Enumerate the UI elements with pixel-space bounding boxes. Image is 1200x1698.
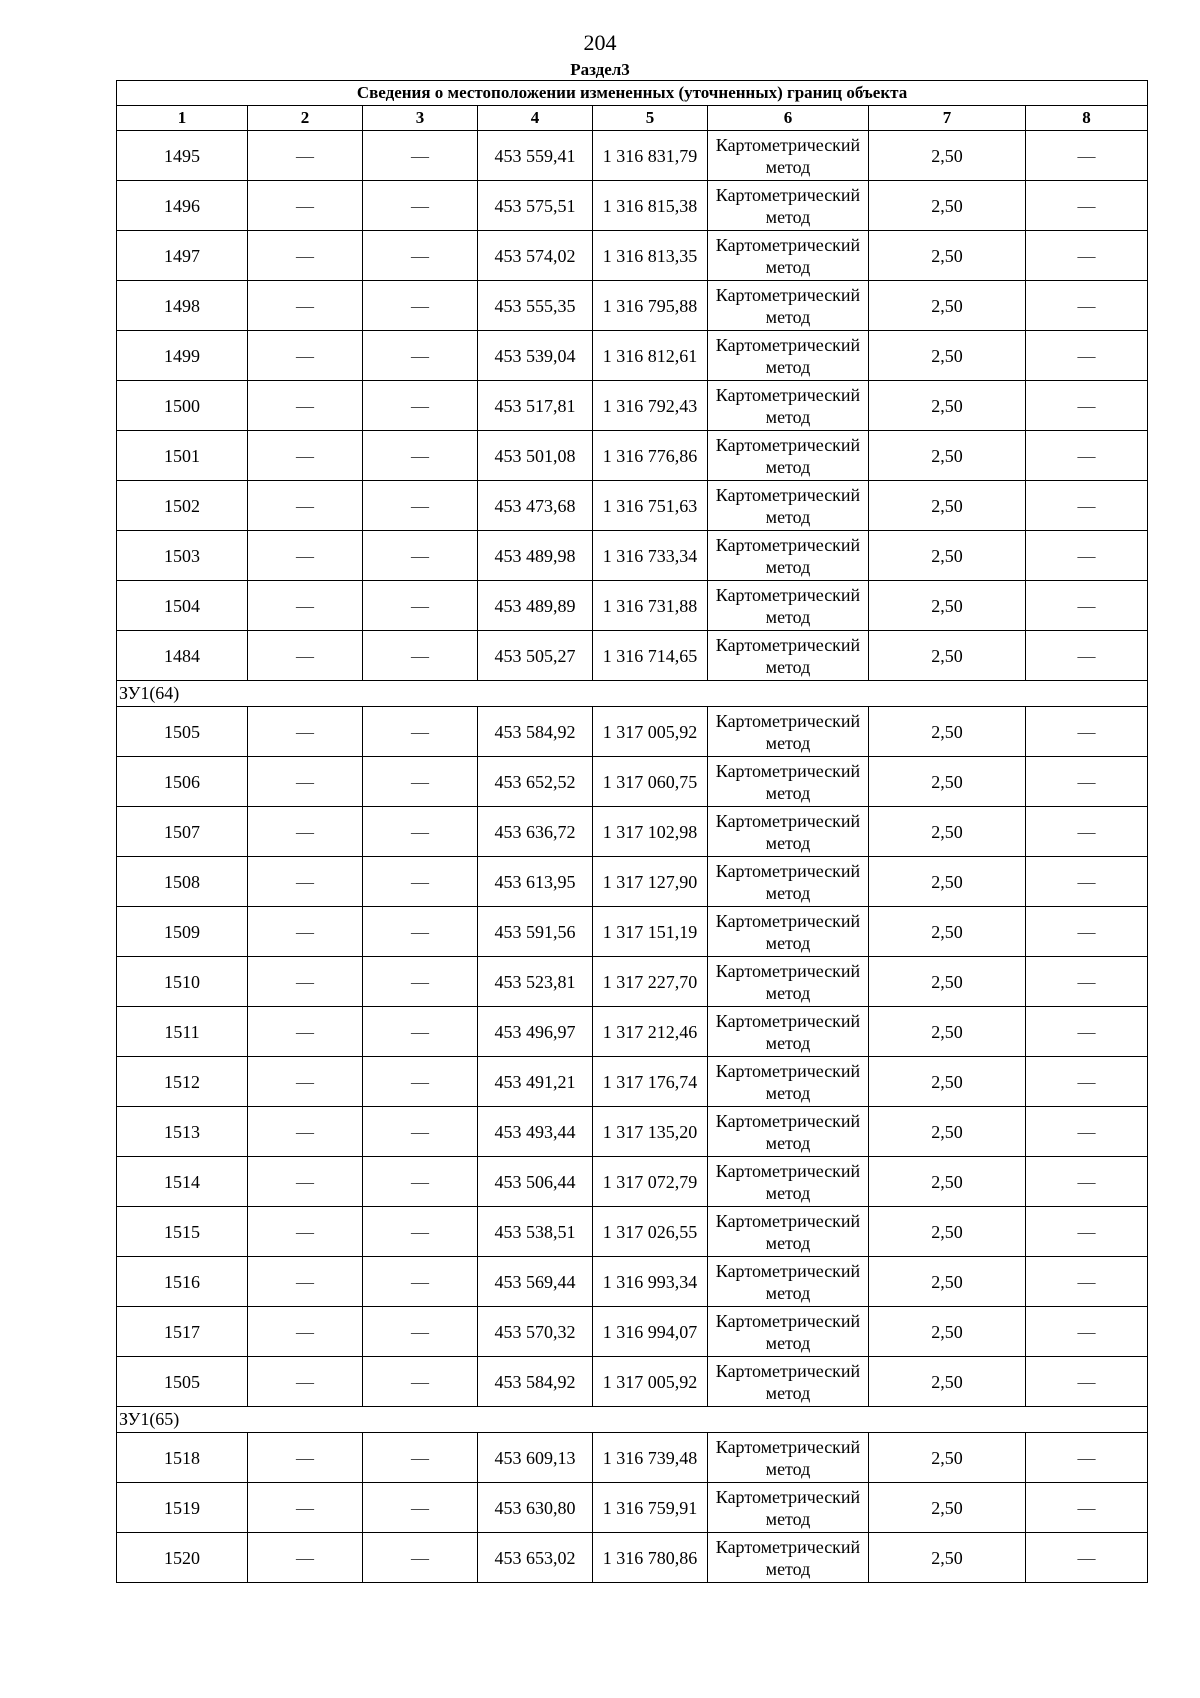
- table-cell-col-7: 2,50: [869, 581, 1026, 631]
- table-cell-col-5: 1 316 751,63: [593, 481, 708, 531]
- table-row: [117, 1107, 1148, 1157]
- table-cell-col-4: 453 517,81: [478, 381, 593, 431]
- table-cell-col-3: —: [363, 481, 478, 531]
- table-cell-col-2: —: [248, 707, 363, 757]
- table-cell-col-6: Картометрический метод: [708, 281, 869, 331]
- table-cell-col-6: Картометрический метод: [708, 531, 869, 581]
- table-cell-col-2: —: [248, 857, 363, 907]
- table-cell-col-1: 1505: [117, 707, 248, 757]
- table-cell-col-5: 1 316 780,86: [593, 1533, 708, 1583]
- table-cell-col-6: Картометрический метод: [708, 431, 869, 481]
- table-cell-col-2: —: [248, 181, 363, 231]
- table-cell-col-3: —: [363, 431, 478, 481]
- table-cell-col-7: 2,50: [869, 1007, 1026, 1057]
- table-cell-col-8: —: [1026, 1357, 1148, 1407]
- table-cell-col-6: Картометрический метод: [708, 1483, 869, 1533]
- table-cell-col-3: —: [363, 957, 478, 1007]
- column-header: 1: [117, 106, 248, 131]
- table-cell-col-7: 2,50: [869, 131, 1026, 181]
- table-row: [117, 907, 1148, 957]
- table-cell-col-2: —: [248, 1357, 363, 1407]
- table-row: [117, 231, 1148, 281]
- table-cell-col-8: —: [1026, 757, 1148, 807]
- table-cell-col-3: —: [363, 381, 478, 431]
- table-row: [117, 707, 1148, 757]
- table-cell-col-7: 2,50: [869, 231, 1026, 281]
- table-cell-col-7: 2,50: [869, 1533, 1026, 1583]
- table-cell-col-4: 453 489,89: [478, 581, 593, 631]
- table-cell-col-3: —: [363, 1007, 478, 1057]
- table-cell-col-4: 453 636,72: [478, 807, 593, 857]
- table-row: [117, 1357, 1148, 1407]
- table-row: [117, 431, 1148, 481]
- table-cell-col-8: —: [1026, 957, 1148, 1007]
- table-cell-col-4: 453 653,02: [478, 1533, 593, 1583]
- table-cell-col-8: —: [1026, 581, 1148, 631]
- table-cell-col-3: —: [363, 707, 478, 757]
- table-cell-col-8: —: [1026, 1433, 1148, 1483]
- table-row: [117, 857, 1148, 907]
- table-cell-col-7: 2,50: [869, 1157, 1026, 1207]
- table-cell-col-2: —: [248, 481, 363, 531]
- table-cell-col-8: —: [1026, 231, 1148, 281]
- table-cell-col-6: Картометрический метод: [708, 581, 869, 631]
- table-cell-col-2: —: [248, 331, 363, 381]
- table-cell-col-3: —: [363, 1207, 478, 1257]
- table-cell-col-8: —: [1026, 1207, 1148, 1257]
- table-cell-col-8: —: [1026, 131, 1148, 181]
- table-cell-col-8: —: [1026, 1107, 1148, 1157]
- table-cell-col-4: 453 630,80: [478, 1483, 593, 1533]
- table-row: [117, 631, 1148, 681]
- table-row: [117, 481, 1148, 531]
- table-cell-col-3: —: [363, 1483, 478, 1533]
- table-cell-col-8: —: [1026, 181, 1148, 231]
- table-cell-col-5: 1 316 831,79: [593, 131, 708, 181]
- table-cell-col-6: Картометрический метод: [708, 1257, 869, 1307]
- table-cell-col-7: 2,50: [869, 1207, 1026, 1257]
- table-cell-col-4: 453 491,21: [478, 1057, 593, 1107]
- table-cell-col-5: 1 317 151,19: [593, 907, 708, 957]
- table-cell-col-2: —: [248, 381, 363, 431]
- group-row: [117, 681, 1148, 707]
- table-cell-col-4: 453 505,27: [478, 631, 593, 681]
- table-row: [117, 1257, 1148, 1307]
- table-cell-col-5: 1 316 815,38: [593, 181, 708, 231]
- table-cell-col-3: —: [363, 631, 478, 681]
- table-cell-col-1: 1517: [117, 1307, 248, 1357]
- table-cell-col-7: 2,50: [869, 957, 1026, 1007]
- column-header: 4: [478, 106, 593, 131]
- table-cell-col-5: 1 317 227,70: [593, 957, 708, 1007]
- table-cell-col-1: 1510: [117, 957, 248, 1007]
- table-cell-col-8: —: [1026, 1007, 1148, 1057]
- boundary-coordinates-table: [116, 80, 1148, 1583]
- table-cell-col-5: 1 317 005,92: [593, 1357, 708, 1407]
- table-cell-col-1: 1503: [117, 531, 248, 581]
- table-cell-col-4: 453 584,92: [478, 1357, 593, 1407]
- table-row: [117, 331, 1148, 381]
- column-header: 6: [708, 106, 869, 131]
- table-cell-col-3: —: [363, 531, 478, 581]
- table-cell-col-4: 453 584,92: [478, 707, 593, 757]
- table-cell-col-3: —: [363, 131, 478, 181]
- table-cell-col-7: 2,50: [869, 431, 1026, 481]
- table-cell-col-3: —: [363, 757, 478, 807]
- table-cell-col-4: 453 652,52: [478, 757, 593, 807]
- table-cell-col-1: 1514: [117, 1157, 248, 1207]
- table-cell-col-2: —: [248, 1007, 363, 1057]
- table-cell-col-2: —: [248, 281, 363, 331]
- page-number: 204: [583, 30, 617, 55]
- table-cell-col-3: —: [363, 1107, 478, 1157]
- table-cell-col-1: 1501: [117, 431, 248, 481]
- table-cell-col-1: 1518: [117, 1433, 248, 1483]
- table-cell-col-3: —: [363, 1533, 478, 1583]
- table-caption: Сведения о местоположении измененных (уточненных) границ объекта: [117, 81, 1148, 106]
- table-cell-col-6: Картометрический метод: [708, 1533, 869, 1583]
- table-cell-col-3: —: [363, 907, 478, 957]
- table-cell-col-6: Картометрический метод: [708, 631, 869, 681]
- table-cell-col-8: —: [1026, 381, 1148, 431]
- table-cell-col-3: —: [363, 857, 478, 907]
- table-cell-col-1: 1502: [117, 481, 248, 531]
- table-row: [117, 1007, 1148, 1057]
- table-cell-col-4: 453 569,44: [478, 1257, 593, 1307]
- table-cell-col-2: —: [248, 1057, 363, 1107]
- table-cell-col-7: 2,50: [869, 631, 1026, 681]
- table-cell-col-3: —: [363, 1433, 478, 1483]
- table-row: [117, 1483, 1148, 1533]
- table-cell-col-5: 1 316 731,88: [593, 581, 708, 631]
- table-cell-col-1: 1500: [117, 381, 248, 431]
- table-cell-col-2: —: [248, 131, 363, 181]
- table-cell-col-5: 1 317 127,90: [593, 857, 708, 907]
- table-cell-col-7: 2,50: [869, 281, 1026, 331]
- table-row: [117, 1157, 1148, 1207]
- table-cell-col-2: —: [248, 907, 363, 957]
- table-cell-col-6: Картометрический метод: [708, 907, 869, 957]
- table-cell-col-5: 1 316 776,86: [593, 431, 708, 481]
- table-cell-col-6: Картометрический метод: [708, 1107, 869, 1157]
- table-cell-col-6: Картометрический метод: [708, 1307, 869, 1357]
- table-caption-row: [117, 81, 1148, 106]
- table-cell-col-8: —: [1026, 1483, 1148, 1533]
- column-header: 3: [363, 106, 478, 131]
- table-cell-col-8: —: [1026, 907, 1148, 957]
- table-row: [117, 1307, 1148, 1357]
- table-row: [117, 131, 1148, 181]
- table-cell-col-1: 1520: [117, 1533, 248, 1583]
- table-cell-col-2: —: [248, 1483, 363, 1533]
- table-cell-col-5: 1 317 072,79: [593, 1157, 708, 1207]
- table-cell-col-4: 453 574,02: [478, 231, 593, 281]
- table-cell-col-5: 1 316 795,88: [593, 281, 708, 331]
- table-cell-col-8: —: [1026, 1057, 1148, 1107]
- table-cell-col-8: —: [1026, 531, 1148, 581]
- table-cell-col-7: 2,50: [869, 1483, 1026, 1533]
- table-cell-col-3: —: [363, 581, 478, 631]
- table-cell-col-2: —: [248, 531, 363, 581]
- table-cell-col-8: —: [1026, 631, 1148, 681]
- table-cell-col-8: —: [1026, 707, 1148, 757]
- table-cell-col-1: 1519: [117, 1483, 248, 1533]
- table-cell-col-2: —: [248, 1207, 363, 1257]
- table-cell-col-4: 453 473,68: [478, 481, 593, 531]
- table-cell-col-5: 1 317 005,92: [593, 707, 708, 757]
- table-row: [117, 1533, 1148, 1583]
- table-row: [117, 1057, 1148, 1107]
- table-cell-col-7: 2,50: [869, 807, 1026, 857]
- table-cell-col-2: —: [248, 231, 363, 281]
- table-cell-col-6: Картометрический метод: [708, 857, 869, 907]
- table-cell-col-6: Картометрический метод: [708, 131, 869, 181]
- table-cell-col-1: 1516: [117, 1257, 248, 1307]
- table-cell-col-4: 453 570,32: [478, 1307, 593, 1357]
- table-cell-col-1: 1515: [117, 1207, 248, 1257]
- table-row: [117, 957, 1148, 1007]
- table-cell-col-4: 453 575,51: [478, 181, 593, 231]
- table-cell-col-4: 453 496,97: [478, 1007, 593, 1057]
- table-cell-col-3: —: [363, 1157, 478, 1207]
- table-cell-col-7: 2,50: [869, 1257, 1026, 1307]
- column-header: 8: [1026, 106, 1148, 131]
- table-cell-col-2: —: [248, 757, 363, 807]
- table-cell-col-1: 1497: [117, 231, 248, 281]
- table-cell-col-7: 2,50: [869, 757, 1026, 807]
- table-body: [117, 131, 1148, 1583]
- table-cell-col-7: 2,50: [869, 857, 1026, 907]
- section-title: Раздел3: [570, 60, 630, 79]
- table-cell-col-4: 453 523,81: [478, 957, 593, 1007]
- table-cell-col-4: 453 538,51: [478, 1207, 593, 1257]
- table-row: [117, 581, 1148, 631]
- table-cell-col-3: —: [363, 181, 478, 231]
- table-cell-col-7: 2,50: [869, 1057, 1026, 1107]
- table-row: [117, 1207, 1148, 1257]
- table-cell-col-7: 2,50: [869, 1433, 1026, 1483]
- table-cell-col-5: 1 316 739,48: [593, 1433, 708, 1483]
- group-row: [117, 1407, 1148, 1433]
- table-cell-col-3: —: [363, 281, 478, 331]
- table-cell-col-5: 1 317 026,55: [593, 1207, 708, 1257]
- table-cell-col-2: —: [248, 1157, 363, 1207]
- table-cell-col-5: 1 317 212,46: [593, 1007, 708, 1057]
- table-cell-col-7: 2,50: [869, 331, 1026, 381]
- table-cell-col-5: 1 316 812,61: [593, 331, 708, 381]
- table-cell-col-8: —: [1026, 481, 1148, 531]
- table-cell-col-5: 1 316 813,35: [593, 231, 708, 281]
- table-cell-col-1: 1506: [117, 757, 248, 807]
- table-cell-col-6: Картометрический метод: [708, 1157, 869, 1207]
- table-cell-col-5: 1 316 792,43: [593, 381, 708, 431]
- table-cell-col-6: Картометрический метод: [708, 331, 869, 381]
- table-cell-col-2: —: [248, 1433, 363, 1483]
- table-cell-col-8: —: [1026, 431, 1148, 481]
- table-cell-col-1: 1499: [117, 331, 248, 381]
- table-cell-col-8: —: [1026, 281, 1148, 331]
- table-cell-col-1: 1484: [117, 631, 248, 681]
- table-cell-col-2: —: [248, 1107, 363, 1157]
- table-cell-col-2: —: [248, 631, 363, 681]
- table-cell-col-3: —: [363, 807, 478, 857]
- table-cell-col-8: —: [1026, 1307, 1148, 1357]
- table-cell-col-1: 1512: [117, 1057, 248, 1107]
- table-cell-col-3: —: [363, 1357, 478, 1407]
- table-cell-col-5: 1 316 733,34: [593, 531, 708, 581]
- table-cell-col-6: Картометрический метод: [708, 707, 869, 757]
- table-cell-col-7: 2,50: [869, 481, 1026, 531]
- table-cell-col-1: 1513: [117, 1107, 248, 1157]
- table-cell-col-2: —: [248, 1533, 363, 1583]
- table-row: [117, 1433, 1148, 1483]
- table-cell-col-2: —: [248, 957, 363, 1007]
- table-cell-col-1: 1504: [117, 581, 248, 631]
- table-cell-col-3: —: [363, 1307, 478, 1357]
- column-header: 5: [593, 106, 708, 131]
- table-cell-col-6: Картометрический метод: [708, 481, 869, 531]
- table-cell-col-7: 2,50: [869, 1357, 1026, 1407]
- table-cell-col-4: 453 493,44: [478, 1107, 593, 1157]
- table-cell-col-1: 1507: [117, 807, 248, 857]
- table-cell-col-3: —: [363, 1257, 478, 1307]
- table-cell-col-5: 1 317 135,20: [593, 1107, 708, 1157]
- table-cell-col-2: —: [248, 807, 363, 857]
- table-cell-col-8: —: [1026, 1157, 1148, 1207]
- table-cell-col-6: Картометрический метод: [708, 1007, 869, 1057]
- column-header: 7: [869, 106, 1026, 131]
- table-cell-col-2: —: [248, 1307, 363, 1357]
- table-cell-col-8: —: [1026, 1257, 1148, 1307]
- table-cell-col-2: —: [248, 581, 363, 631]
- table-cell-col-8: —: [1026, 857, 1148, 907]
- table-cell-col-4: 453 613,95: [478, 857, 593, 907]
- table-cell-col-1: 1509: [117, 907, 248, 957]
- table-cell-col-1: 1505: [117, 1357, 248, 1407]
- table-row: [117, 381, 1148, 431]
- table-cell-col-6: Картометрический метод: [708, 1357, 869, 1407]
- table-cell-col-1: 1496: [117, 181, 248, 231]
- table-cell-col-8: —: [1026, 331, 1148, 381]
- table-cell-col-6: Картометрический метод: [708, 807, 869, 857]
- table-row: [117, 807, 1148, 857]
- table-cell-col-7: 2,50: [869, 1107, 1026, 1157]
- table-cell-col-6: Картометрический метод: [708, 1057, 869, 1107]
- table-cell-col-6: Картометрический метод: [708, 181, 869, 231]
- table-cell-col-6: Картометрический метод: [708, 381, 869, 431]
- table-cell-col-5: 1 316 759,91: [593, 1483, 708, 1533]
- table-row: [117, 181, 1148, 231]
- table-cell-col-6: Картометрический метод: [708, 757, 869, 807]
- table-row: [117, 757, 1148, 807]
- table-cell-col-8: —: [1026, 807, 1148, 857]
- table-cell-col-6: Картометрический метод: [708, 1207, 869, 1257]
- table-cell-col-4: 453 555,35: [478, 281, 593, 331]
- table-cell-col-5: 1 316 993,34: [593, 1257, 708, 1307]
- table-cell-col-1: 1495: [117, 131, 248, 181]
- table-cell-col-3: —: [363, 331, 478, 381]
- table-cell-col-5: 1 317 060,75: [593, 757, 708, 807]
- table-cell-col-8: —: [1026, 1533, 1148, 1583]
- table-cell-col-7: 2,50: [869, 707, 1026, 757]
- table-row: [117, 531, 1148, 581]
- table-cell-col-5: 1 316 994,07: [593, 1307, 708, 1357]
- table-cell-col-7: 2,50: [869, 531, 1026, 581]
- table-cell-col-2: —: [248, 431, 363, 481]
- table-cell-col-4: 453 559,41: [478, 131, 593, 181]
- table-cell-col-1: 1508: [117, 857, 248, 907]
- table-cell-col-5: 1 316 714,65: [593, 631, 708, 681]
- table-cell-col-6: Картометрический метод: [708, 1433, 869, 1483]
- table-cell-col-7: 2,50: [869, 907, 1026, 957]
- table-cell-col-5: 1 317 102,98: [593, 807, 708, 857]
- table-cell-col-7: 2,50: [869, 181, 1026, 231]
- group-label: ЗУ1(64): [117, 681, 1148, 707]
- group-label: ЗУ1(65): [117, 1407, 1148, 1433]
- table-cell-col-4: 453 609,13: [478, 1433, 593, 1483]
- column-header: 2: [248, 106, 363, 131]
- table-cell-col-7: 2,50: [869, 1307, 1026, 1357]
- table-row: [117, 281, 1148, 331]
- table-cell-col-7: 2,50: [869, 381, 1026, 431]
- table-cell-col-3: —: [363, 231, 478, 281]
- table-cell-col-1: 1511: [117, 1007, 248, 1057]
- table-cell-col-4: 453 506,44: [478, 1157, 593, 1207]
- table-cell-col-2: —: [248, 1257, 363, 1307]
- table-header-row: [117, 106, 1148, 131]
- table-cell-col-1: 1498: [117, 281, 248, 331]
- table-cell-col-5: 1 317 176,74: [593, 1057, 708, 1107]
- table-cell-col-6: Картометрический метод: [708, 957, 869, 1007]
- table-cell-col-4: 453 539,04: [478, 331, 593, 381]
- table-cell-col-3: —: [363, 1057, 478, 1107]
- table-cell-col-4: 453 591,56: [478, 907, 593, 957]
- table-cell-col-4: 453 501,08: [478, 431, 593, 481]
- table-cell-col-4: 453 489,98: [478, 531, 593, 581]
- table-cell-col-6: Картометрический метод: [708, 231, 869, 281]
